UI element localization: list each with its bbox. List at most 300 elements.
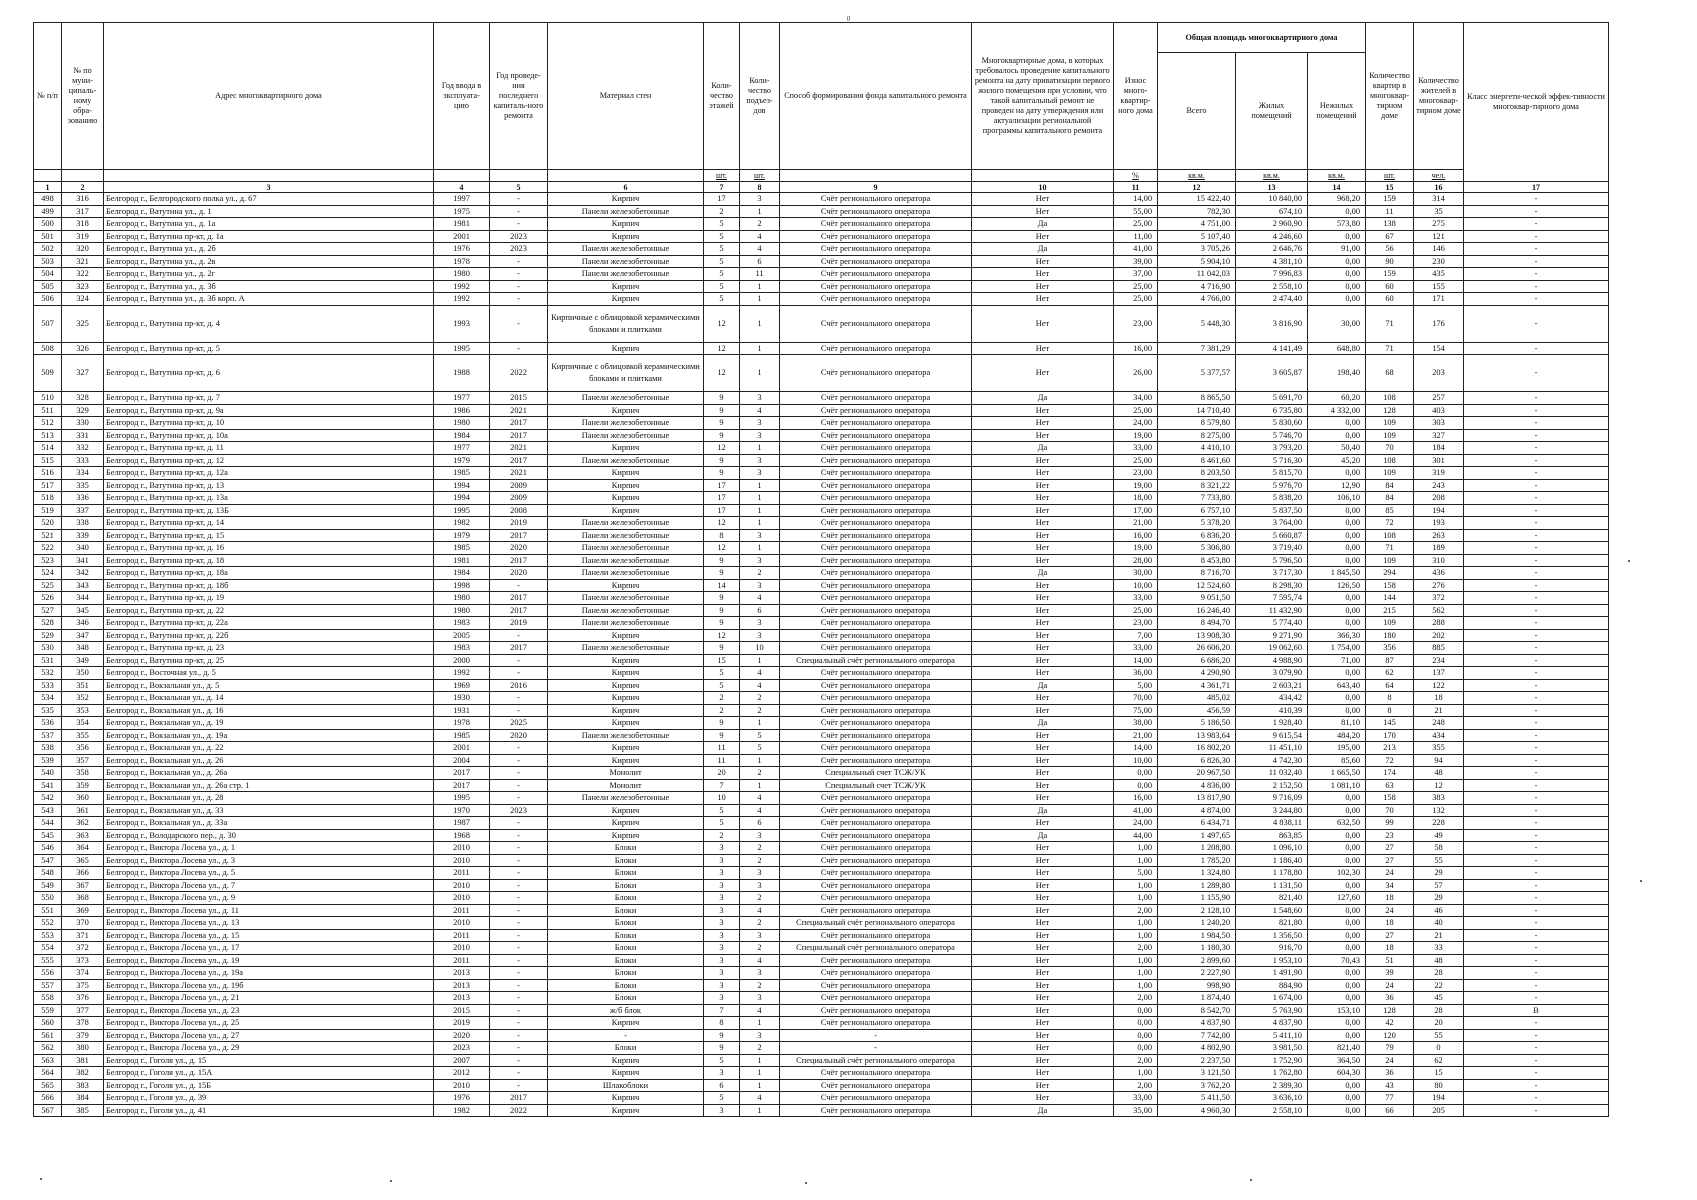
cell-address: Белгород г., Виктора Лосева ул., д. 21: [104, 992, 434, 1005]
cell-address: Белгород г., Ватутина пр-кт, д. 6: [104, 355, 434, 392]
cell-area-nonliving: 0,00: [1308, 667, 1366, 680]
cell-no: 504: [34, 268, 62, 281]
cell-area-total: 4 836,00: [1158, 779, 1236, 792]
cell-entrances: 3: [740, 829, 780, 842]
cell-wall-material: Кирпич: [548, 829, 704, 842]
column-number: 6: [548, 182, 704, 193]
cell-wear: 55,00: [1114, 205, 1158, 218]
cell-flats: 70: [1366, 804, 1414, 817]
header-year-built: Год ввода в эксплуата-цию: [434, 23, 490, 170]
cell-year-repair: 2020: [490, 567, 548, 580]
scan-dot: [805, 1182, 807, 1184]
table-row: [34, 742, 1609, 755]
cell-residents: 303: [1414, 417, 1464, 430]
cell-area-living: 916,70: [1236, 942, 1308, 955]
cell-floors: 3: [704, 954, 740, 967]
cell-fund-method: Счёт регионального оператора: [780, 205, 972, 218]
cell-year-built: 1987: [434, 817, 490, 830]
cell-privatization: Нет: [972, 917, 1114, 930]
column-number: 4: [434, 182, 490, 193]
cell-entrances: 2: [740, 767, 780, 780]
cell-residents: 12: [1414, 779, 1464, 792]
cell-privatization: Нет: [972, 1042, 1114, 1055]
cell-no: 528: [34, 617, 62, 630]
cell-residents: 248: [1414, 717, 1464, 730]
cell-flats: 158: [1366, 579, 1414, 592]
cell-privatization: Да: [972, 392, 1114, 405]
cell-area-total: 3 121,50: [1158, 1067, 1236, 1080]
cell-wear: 14,00: [1114, 654, 1158, 667]
cell-wall-material: Панели железобетонные: [548, 255, 704, 268]
cell-privatization: Нет: [972, 305, 1114, 342]
cell-no: 529: [34, 629, 62, 642]
table-row: [34, 754, 1609, 767]
cell-residents: 62: [1414, 1054, 1464, 1067]
cell-flats: 109: [1366, 617, 1414, 630]
cell-mun-no: 355: [62, 729, 104, 742]
table-row: [34, 817, 1609, 830]
cell-floors: 6: [704, 1079, 740, 1092]
cell-mun-no: 356: [62, 742, 104, 755]
cell-fund-method: Счёт регионального оператора: [780, 992, 972, 1005]
table-row: [34, 404, 1609, 417]
cell-wear: 14,00: [1114, 742, 1158, 755]
cell-flats: 108: [1366, 529, 1414, 542]
cell-year-built: 2010: [434, 942, 490, 955]
cell-privatization: Нет: [972, 1029, 1114, 1042]
cell-year-built: 1984: [434, 429, 490, 442]
cell-area-total: 7 381,29: [1158, 342, 1236, 355]
cell-wall-material: Блоки: [548, 854, 704, 867]
unit-entrances: шт.: [740, 170, 780, 182]
cell-wear: 38,00: [1114, 717, 1158, 730]
cell-year-repair: 2023: [490, 804, 548, 817]
cell-area-nonliving: 0,00: [1308, 268, 1366, 281]
cell-address: Белгород г., Виктора Лосева ул., д. 1: [104, 842, 434, 855]
cell-entrances: 3: [740, 392, 780, 405]
cell-mun-no: 369: [62, 904, 104, 917]
cell-wall-material: Блоки: [548, 917, 704, 930]
cell-address: Белгород г., Вокзальная ул., д. 26а стр. 1: [104, 779, 434, 792]
table-row: [34, 629, 1609, 642]
cell-area-total: 8 453,80: [1158, 554, 1236, 567]
cell-area-nonliving: 0,00: [1308, 704, 1366, 717]
table-row: [34, 205, 1609, 218]
cell-energy-class: -: [1464, 767, 1609, 780]
cell-flats: 43: [1366, 1079, 1414, 1092]
cell-wear: 26,00: [1114, 355, 1158, 392]
cell-area-living: 1 096,10: [1236, 842, 1308, 855]
cell-fund-method: Счёт регионального оператора: [780, 829, 972, 842]
cell-year-repair: -: [490, 342, 548, 355]
cell-fund-method: Специальный счёт регионального оператора: [780, 1054, 972, 1067]
cell-no: 550: [34, 892, 62, 905]
cell-area-total: 20 967,50: [1158, 767, 1236, 780]
cell-privatization: Нет: [972, 692, 1114, 705]
table-row: [34, 1104, 1609, 1117]
table-row: [34, 517, 1609, 530]
cell-year-built: 1995: [434, 792, 490, 805]
table-row: [34, 667, 1609, 680]
cell-floors: 11: [704, 754, 740, 767]
cell-year-repair: 2022: [490, 1104, 548, 1117]
cell-year-repair: 2019: [490, 617, 548, 630]
cell-area-total: 5 186,50: [1158, 717, 1236, 730]
cell-energy-class: -: [1464, 492, 1609, 505]
cell-privatization: Нет: [972, 854, 1114, 867]
cell-mun-no: 322: [62, 268, 104, 281]
cell-year-built: 2020: [434, 1029, 490, 1042]
cell-fund-method: Счёт регионального оператора: [780, 479, 972, 492]
table-row: [34, 954, 1609, 967]
cell-wall-material: Кирпич: [548, 1092, 704, 1105]
cell-wear: 0,00: [1114, 767, 1158, 780]
cell-no: 562: [34, 1042, 62, 1055]
cell-residents: 310: [1414, 554, 1464, 567]
cell-energy-class: -: [1464, 692, 1609, 705]
cell-year-built: 2015: [434, 1004, 490, 1017]
cell-wear: 24,00: [1114, 417, 1158, 430]
cell-wear: 1,00: [1114, 842, 1158, 855]
cell-privatization: Да: [972, 717, 1114, 730]
cell-year-built: 1978: [434, 255, 490, 268]
cell-fund-method: Счёт регионального оператора: [780, 1079, 972, 1092]
cell-year-built: 1980: [434, 604, 490, 617]
cell-area-nonliving: 85,60: [1308, 754, 1366, 767]
cell-wall-material: Кирпич: [548, 442, 704, 455]
cell-energy-class: В: [1464, 1004, 1609, 1017]
cell-residents: 18: [1414, 692, 1464, 705]
cell-year-built: 1998: [434, 579, 490, 592]
cell-floors: 11: [704, 742, 740, 755]
header-no: № п/п: [34, 23, 62, 170]
cell-year-repair: -: [490, 579, 548, 592]
cell-residents: 21: [1414, 929, 1464, 942]
cell-flats: 64: [1366, 679, 1414, 692]
cell-mun-no: 346: [62, 617, 104, 630]
cell-energy-class: -: [1464, 205, 1609, 218]
cell-mun-no: 336: [62, 492, 104, 505]
cell-year-repair: 2021: [490, 467, 548, 480]
cell-entrances: 3: [740, 929, 780, 942]
column-number: 1: [34, 182, 62, 193]
cell-area-total: 5 107,40: [1158, 230, 1236, 243]
cell-no: 537: [34, 729, 62, 742]
cell-no: 563: [34, 1054, 62, 1067]
cell-year-built: 1978: [434, 717, 490, 730]
cell-entrances: 6: [740, 604, 780, 617]
cell-floors: 3: [704, 842, 740, 855]
cell-energy-class: -: [1464, 679, 1609, 692]
cell-flats: 11: [1366, 205, 1414, 218]
cell-address: Белгород г., Вокзальная ул., д. 33а: [104, 817, 434, 830]
cell-area-nonliving: 821,40: [1308, 1042, 1366, 1055]
cell-entrances: 4: [740, 904, 780, 917]
cell-residents: 40: [1414, 917, 1464, 930]
cell-wall-material: Кирпич: [548, 654, 704, 667]
cell-wear: 25,00: [1114, 454, 1158, 467]
cell-fund-method: Счёт регионального оператора: [780, 904, 972, 917]
cell-energy-class: -: [1464, 592, 1609, 605]
cell-privatization: Нет: [972, 592, 1114, 605]
cell-energy-class: -: [1464, 504, 1609, 517]
cell-fund-method: Счёт регионального оператора: [780, 629, 972, 642]
cell-area-nonliving: 1 754,00: [1308, 642, 1366, 655]
cell-wall-material: Блоки: [548, 967, 704, 980]
table-row: [34, 854, 1609, 867]
cell-address: Белгород г., Виктора Лосева ул., д. 27: [104, 1029, 434, 1042]
cell-area-nonliving: 60,20: [1308, 392, 1366, 405]
cell-address: Белгород г., Ватутина ул., д. 1: [104, 205, 434, 218]
cell-mun-no: 380: [62, 1042, 104, 1055]
cell-flats: 27: [1366, 842, 1414, 855]
cell-area-nonliving: 195,00: [1308, 742, 1366, 755]
cell-entrances: 2: [740, 854, 780, 867]
cell-area-living: 2 558,10: [1236, 1104, 1308, 1117]
cell-flats: 128: [1366, 404, 1414, 417]
cell-privatization: Нет: [972, 667, 1114, 680]
cell-wall-material: Кирпич: [548, 492, 704, 505]
cell-year-repair: 2017: [490, 454, 548, 467]
cell-energy-class: -: [1464, 268, 1609, 281]
cell-fund-method: Счёт регионального оператора: [780, 504, 972, 517]
cell-year-built: 2004: [434, 754, 490, 767]
cell-fund-method: Счёт регионального оператора: [780, 879, 972, 892]
cell-area-total: 7 733,80: [1158, 492, 1236, 505]
cell-flats: 77: [1366, 1092, 1414, 1105]
cell-mun-no: 333: [62, 454, 104, 467]
cell-privatization: Нет: [972, 517, 1114, 530]
cell-year-repair: -: [490, 193, 548, 206]
cell-privatization: Нет: [972, 979, 1114, 992]
cell-fund-method: Счёт регионального оператора: [780, 429, 972, 442]
cell-no: 533: [34, 679, 62, 692]
cell-residents: 301: [1414, 454, 1464, 467]
cell-wear: 5,00: [1114, 679, 1158, 692]
cell-year-built: 1980: [434, 268, 490, 281]
cell-wear: 23,00: [1114, 467, 1158, 480]
cell-flats: 84: [1366, 492, 1414, 505]
cell-no: 558: [34, 992, 62, 1005]
cell-area-nonliving: 0,00: [1308, 942, 1366, 955]
cell-area-total: 8 542,70: [1158, 1004, 1236, 1017]
cell-privatization: Нет: [972, 954, 1114, 967]
cell-privatization: Да: [972, 218, 1114, 231]
cell-year-built: 2001: [434, 230, 490, 243]
cell-entrances: 1: [740, 1054, 780, 1067]
cell-area-living: 1 953,10: [1236, 954, 1308, 967]
cell-year-repair: -: [490, 842, 548, 855]
cell-privatization: Нет: [972, 579, 1114, 592]
cell-entrances: 1: [740, 479, 780, 492]
cell-year-built: 2023: [434, 1042, 490, 1055]
header-fund-method: Способ формирования фонда капитального ремонта: [780, 23, 972, 170]
cell-area-total: 1 155,90: [1158, 892, 1236, 905]
cell-fund-method: Счёт регионального оператора: [780, 692, 972, 705]
cell-privatization: Нет: [972, 193, 1114, 206]
cell-energy-class: -: [1464, 1042, 1609, 1055]
cell-area-total: 4 802,90: [1158, 1042, 1236, 1055]
cell-area-nonliving: 0,00: [1308, 293, 1366, 306]
cell-area-total: 26 606,20: [1158, 642, 1236, 655]
cell-area-total: 8 865,50: [1158, 392, 1236, 405]
cell-area-total: 12 524,60: [1158, 579, 1236, 592]
cell-year-repair: -: [490, 942, 548, 955]
cell-area-total: 4 751,00: [1158, 218, 1236, 231]
cell-wall-material: Кирпич: [548, 704, 704, 717]
cell-energy-class: -: [1464, 355, 1609, 392]
table-row: [34, 492, 1609, 505]
cell-year-repair: 2025: [490, 717, 548, 730]
cell-address: Белгород г., Виктора Лосева ул., д. 5: [104, 867, 434, 880]
cell-year-repair: -: [490, 817, 548, 830]
cell-energy-class: -: [1464, 904, 1609, 917]
cell-area-living: 1 356,50: [1236, 929, 1308, 942]
cell-floors: 9: [704, 567, 740, 580]
cell-address: Белгород г., Вокзальная ул., д. 19: [104, 717, 434, 730]
cell-year-built: 1980: [434, 417, 490, 430]
cell-fund-method: Специальный счёт регионального оператора: [780, 917, 972, 930]
cell-year-repair: -: [490, 305, 548, 342]
cell-flats: 128: [1366, 1004, 1414, 1017]
cell-energy-class: -: [1464, 704, 1609, 717]
cell-energy-class: -: [1464, 979, 1609, 992]
cell-floors: 5: [704, 817, 740, 830]
cell-no: 513: [34, 429, 62, 442]
cell-wear: 18,00: [1114, 492, 1158, 505]
cell-area-living: 11 032,40: [1236, 767, 1308, 780]
cell-area-nonliving: 0,00: [1308, 1104, 1366, 1117]
cell-privatization: Нет: [972, 454, 1114, 467]
cell-floors: 2: [704, 692, 740, 705]
cell-residents: 234: [1414, 654, 1464, 667]
cell-flats: 145: [1366, 717, 1414, 730]
header-floors: Коли-чество этажей: [704, 23, 740, 170]
cell-wear: 0,00: [1114, 779, 1158, 792]
cell-privatization: Да: [972, 679, 1114, 692]
cell-residents: 314: [1414, 193, 1464, 206]
cell-floors: 9: [704, 454, 740, 467]
table-row: [34, 417, 1609, 430]
cell-fund-method: Счёт регионального оператора: [780, 305, 972, 342]
cell-area-total: 8 461,60: [1158, 454, 1236, 467]
cell-fund-method: Счёт регионального оператора: [780, 193, 972, 206]
cell-area-living: 3 244,80: [1236, 804, 1308, 817]
cell-residents: 146: [1414, 243, 1464, 256]
column-number: 7: [704, 182, 740, 193]
cell-year-repair: 2021: [490, 404, 548, 417]
cell-flats: 60: [1366, 293, 1414, 306]
cell-fund-method: Счёт регионального оператора: [780, 255, 972, 268]
cell-year-built: 1988: [434, 355, 490, 392]
cell-no: 547: [34, 854, 62, 867]
cell-year-repair: 2021: [490, 442, 548, 455]
cell-mun-no: 350: [62, 667, 104, 680]
cell-flats: 36: [1366, 1067, 1414, 1080]
cell-address: Белгород г., Ватутина ул., д. 1а: [104, 218, 434, 231]
cell-privatization: Нет: [972, 779, 1114, 792]
cell-flats: 84: [1366, 479, 1414, 492]
cell-privatization: Нет: [972, 205, 1114, 218]
cell-floors: 12: [704, 442, 740, 455]
cell-fund-method: Счёт регионального оператора: [780, 293, 972, 306]
cell-area-living: 9 615,54: [1236, 729, 1308, 742]
cell-privatization: Да: [972, 804, 1114, 817]
cell-energy-class: -: [1464, 792, 1609, 805]
cell-residents: 28: [1414, 967, 1464, 980]
cell-floors: 5: [704, 230, 740, 243]
cell-flats: 170: [1366, 729, 1414, 742]
cell-fund-method: Счёт регионального оператора: [780, 392, 972, 405]
cell-wear: 37,00: [1114, 268, 1158, 281]
cell-floors: 9: [704, 604, 740, 617]
cell-area-living: 5 796,50: [1236, 554, 1308, 567]
column-number: 9: [780, 182, 972, 193]
cell-area-total: 6 757,10: [1158, 504, 1236, 517]
housing-register-sheet: [33, 22, 1608, 1117]
cell-area-nonliving: 127,60: [1308, 892, 1366, 905]
cell-year-repair: 2020: [490, 542, 548, 555]
cell-area-living: 11 432,90: [1236, 604, 1308, 617]
cell-energy-class: -: [1464, 454, 1609, 467]
cell-wear: 0,00: [1114, 1004, 1158, 1017]
cell-entrances: 3: [740, 193, 780, 206]
cell-flats: 109: [1366, 429, 1414, 442]
cell-flats: 66: [1366, 1104, 1414, 1117]
cell-privatization: Нет: [972, 654, 1114, 667]
cell-area-nonliving: 0,00: [1308, 592, 1366, 605]
cell-floors: 8: [704, 1017, 740, 1030]
cell-address: Белгород г., Виктора Лосева ул., д. 25: [104, 1017, 434, 1030]
cell-entrances: 3: [740, 417, 780, 430]
cell-wear: 2,00: [1114, 1079, 1158, 1092]
cell-mun-no: 323: [62, 280, 104, 293]
cell-year-built: 2010: [434, 842, 490, 855]
cell-wear: 23,00: [1114, 617, 1158, 630]
cell-residents: 49: [1414, 829, 1464, 842]
cell-entrances: 6: [740, 817, 780, 830]
table-row: [34, 255, 1609, 268]
cell-residents: 383: [1414, 792, 1464, 805]
cell-residents: 355: [1414, 742, 1464, 755]
cell-wear: 0,00: [1114, 1042, 1158, 1055]
table-row: [34, 467, 1609, 480]
cell-flats: 24: [1366, 904, 1414, 917]
header-residents: Количество жителей в многоквар-тирном доме: [1414, 23, 1464, 170]
cell-energy-class: -: [1464, 667, 1609, 680]
cell-privatization: Нет: [972, 967, 1114, 980]
cell-year-repair: -: [490, 1004, 548, 1017]
cell-no: 546: [34, 842, 62, 855]
cell-area-total: 998,90: [1158, 979, 1236, 992]
cell-no: 551: [34, 904, 62, 917]
table-row: [34, 929, 1609, 942]
cell-wall-material: Кирпич: [548, 754, 704, 767]
cell-privatization: Нет: [972, 492, 1114, 505]
table-row: [34, 992, 1609, 1005]
cell-floors: 3: [704, 904, 740, 917]
cell-entrances: 3: [740, 429, 780, 442]
cell-residents: 202: [1414, 629, 1464, 642]
cell-privatization: Нет: [972, 529, 1114, 542]
cell-wall-material: Кирпич: [548, 742, 704, 755]
cell-energy-class: -: [1464, 817, 1609, 830]
cell-fund-method: Счёт регионального оператора: [780, 342, 972, 355]
cell-fund-method: Счёт регионального оператора: [780, 817, 972, 830]
cell-entrances: 2: [740, 842, 780, 855]
cell-entrances: 3: [740, 992, 780, 1005]
cell-address: Белгород г., Гоголя ул., д. 15Б: [104, 1079, 434, 1092]
